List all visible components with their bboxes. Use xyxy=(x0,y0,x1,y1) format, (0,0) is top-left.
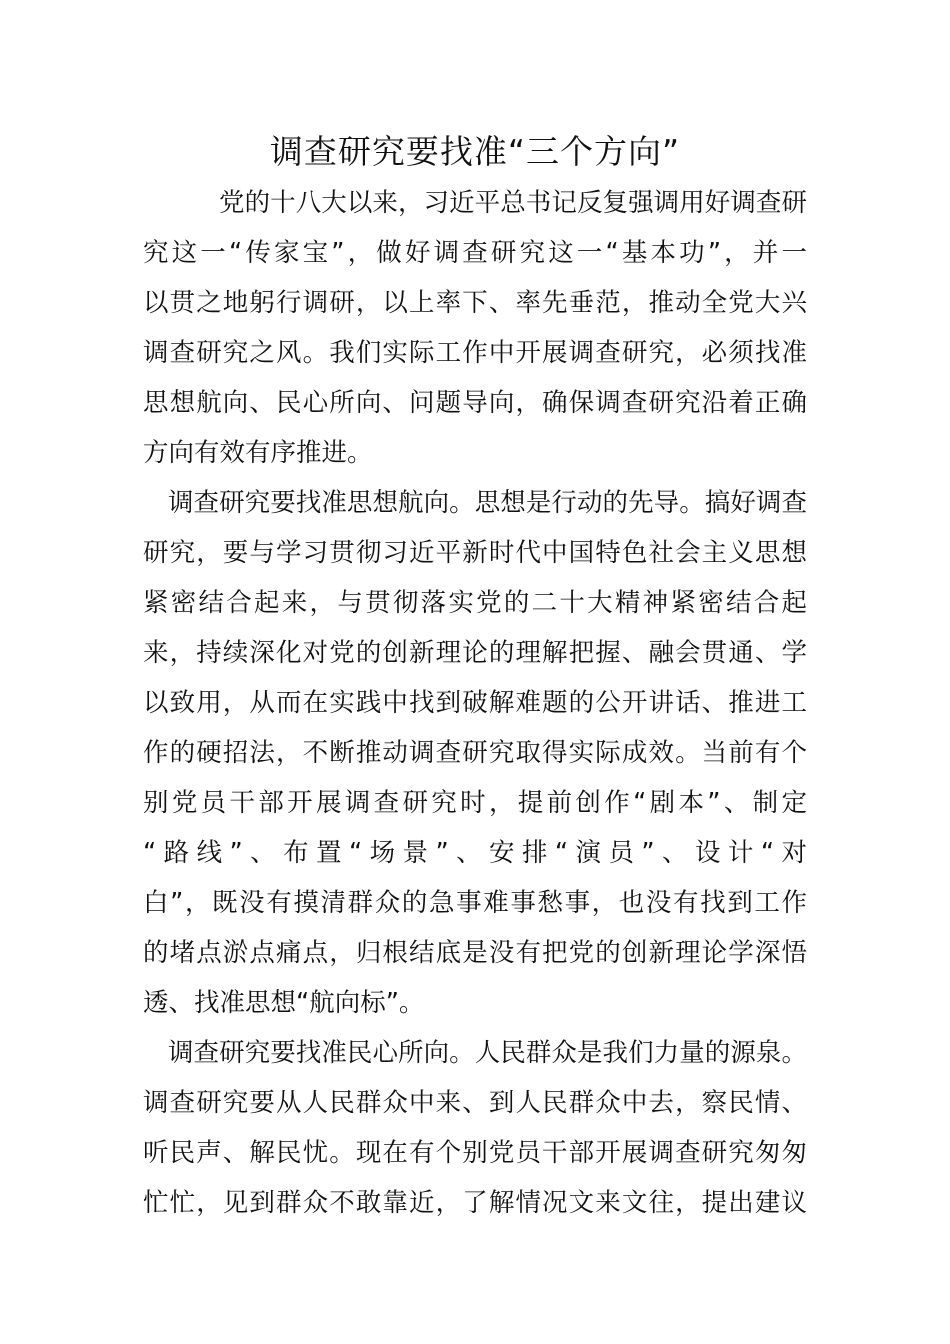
paragraph-line: 方向有效有序推进。 xyxy=(143,438,373,468)
paragraph-line: 调查研究要从人民群众中来、到人民群众中去，察民情、 xyxy=(143,1088,807,1118)
paragraph-line: 调查研究之风。我们实际工作中开展调查研究，必须找准 xyxy=(143,338,807,368)
paragraph-line: 听民声、解民忧。现在有个别党员干部开展调查研究匆匆 xyxy=(143,1138,807,1168)
paragraph-line: 忙忙，见到群众不敢靠近，了解情况文来文往，提出建议 xyxy=(143,1188,807,1218)
paragraph-line: 思想航向、民心所向、问题导向，确保调查研究沿着正确 xyxy=(143,388,807,418)
document-body xyxy=(143,178,807,1228)
paragraph-line: 研究，要与学习贯彻习近平新时代中国特色社会主义思想 xyxy=(143,538,807,568)
paragraph-line: 透、找准思想“航向标”。 xyxy=(143,988,425,1018)
paragraph-line: 调查研究要找准民心所向。人民群众是我们力量的源泉。 xyxy=(168,1038,807,1068)
paragraph-line: 以致用，从而在实践中找到破解难题的公开讲话、推进工 xyxy=(143,688,807,718)
paragraph-line: 来，持续深化对党的创新理论的理解把握、融会贯通、学 xyxy=(143,638,807,668)
paragraph-line: 以贯之地躬行调研，以上率下、率先垂范，推动全党大兴 xyxy=(143,288,807,318)
document-title: 调查研究要找准“三个方向” xyxy=(269,132,681,171)
paragraph-line: 作的硬招法，不断推动调查研究取得实际成效。当前有个 xyxy=(143,738,807,768)
paragraph-line: “路线”、布置“场景”、安排“演员”、设计“对 xyxy=(143,838,807,868)
paragraph-line: 究这一“传家宝”，做好调查研究这一“基本功”，并一 xyxy=(143,238,807,268)
paragraph-line: 白”，既没有摸清群众的急事难事愁事，也没有找到工作 xyxy=(143,888,807,918)
paragraph-line: 的堵点淤点痛点，归根结底是没有把党的创新理论学深悟 xyxy=(143,938,807,968)
paragraph-line: 别党员干部开展调查研究时，提前创作“剧本”、制定 xyxy=(143,788,807,818)
paragraph-line: 党的十八大以来，习近平总书记反复强调用好调查研 xyxy=(219,188,807,218)
paragraph-line: 紧密结合起来，与贯彻落实党的二十大精神紧密结合起 xyxy=(143,588,807,618)
paragraph-line: 调查研究要找准思想航向。思想是行动的先导。搞好调查 xyxy=(168,488,807,518)
